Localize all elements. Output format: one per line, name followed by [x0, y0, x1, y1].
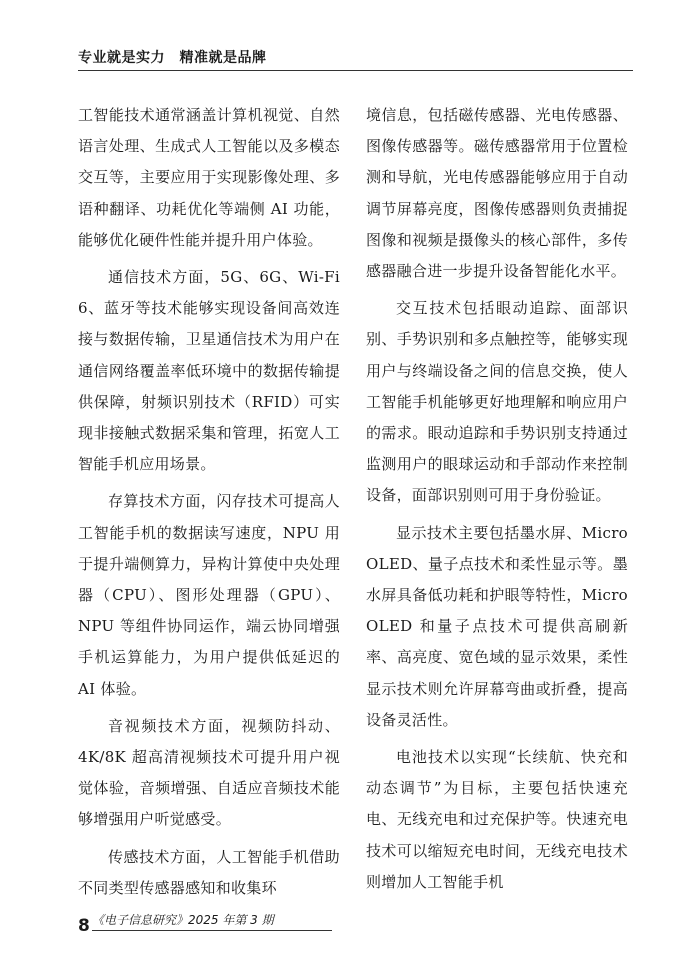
paragraph-battery: 电池技术以实现“长续航、快充和动态调节”为目标，主要包括快速充电、无线充电和过充保护等。快速充电技术可以缩短充电时间，无线充电技术则增加人工智能手机 — [366, 748, 628, 891]
paragraph-ai-tech: 工智能技术通常涵盖计算机视觉、自然语言处理、生成式人工智能以及多模态交互等，主要应用于实现影像处理、多语种翻译、功耗优化等端侧 AI 功能，能够优化硬件性能并提升用户体验。 — [78, 106, 340, 249]
paragraph-interaction: 交互技术包括眼动追踪、面部识别、手势识别和多点触控等，能够实现用户与终端设备之间的信息交换，使人工智能手机能够更好地理解和响应用户的需求。眼动追踪和手势识别支持通过监测用户的眼球运动和手部动作来控制设备，面部识别则可用于身份验证。 — [366, 299, 628, 505]
journal-title: 《电子信息研究》2025 年第 3 期 — [92, 913, 274, 927]
right-column — [366, 100, 628, 898]
footer-divider — [92, 930, 332, 931]
header-divider — [78, 70, 633, 71]
header-slogan: 专业就是实力 精准就是品牌 — [78, 50, 267, 66]
paragraph-storage-compute: 存算技术方面，闪存技术可提高人工智能手机的数据读写速度，NPU 用于提升端侧算力，异构计算使中央处理器（CPU）、图形处理器（GPU）、NPU 等组件协同运作，端云协同增强手机运算能力，为用户提供低延迟的 AI 体验。 — [78, 492, 340, 698]
paragraph-audio-video: 音视频技术方面，视频防抖动、4K/8K 超高清视频技术可提升用户视觉体验，音频增强、自适应音频技术能够增强用户听觉感受。 — [78, 716, 340, 829]
page-number: 8 — [78, 916, 90, 936]
paragraph-display: 显示技术主要包括墨水屏、Micro OLED、量子点技术和柔性显示等。墨水屏具备低功耗和护眼等特性，Micro OLED 和量子点技术可提供高刷新率、高亮度、宽色域的显示效果，柔性显示技术则允许屏幕弯曲或折叠，提高设备灵活性。 — [366, 523, 628, 729]
paragraph-sensing-continued: 境信息，包括磁传感器、光电传感器、图像传感器等。磁传感器常用于位置检测和导航，光电传感器能够应用于自动调节屏幕亮度，图像传感器则负责捕捉图像和视频是摄像头的核心部件，多传感器融合进一步提升设备智能化水平。 — [366, 106, 628, 281]
paragraph-sensing: 传感技术方面，人工智能手机借助不同类型传感器感知和收集环 — [78, 847, 340, 897]
paragraph-communication: 通信技术方面，5G、6G、Wi-Fi 6、蓝牙等技术能够实现设备间高效连接与数据传输，卫星通信技术为用户在通信网络覆盖率低环境中的数据传输提供保障，射频识别技术（RFID）可实现非接触式数据采集和管理，拓宽人工智能手机应用场景。 — [78, 268, 340, 474]
left-column — [78, 100, 340, 904]
